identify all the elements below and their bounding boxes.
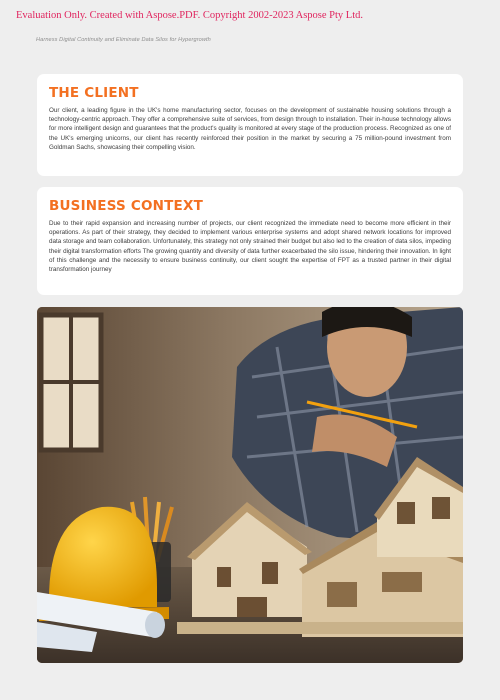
watermark-text: Evaluation Only. Created with Aspose.PDF. Copyright 2002-2023 Aspose Pty Ltd. <box>16 10 364 21</box>
architect-house-model-photo <box>37 307 463 663</box>
running-header: Harness Digital Continuity and Eliminate Data Silos for Hypergrowth <box>36 37 211 43</box>
section-business-context <box>37 187 463 295</box>
section-title: THE CLIENT <box>49 85 139 101</box>
section-body: Due to their rapid expansion and increasing number of projects, our client recognized the immediate need to become more efficient in their operations. As part of their strategy, they decided to implement various enterprise systems and adopt shared network locations for improved data storage and team collaboration. Unfortunately, this strategy not only strained their budget but also led to the creation of data silos, impeding their digital transformation efforts The growing quantity and diversity of data further exacerbated the silo issue, hindering their innovation. In light of this challenge and the necessity to ensure business continuity, our client sought the expertise of FPT as a trusted partner in their digital transformation journey <box>49 220 451 274</box>
window <box>41 315 101 450</box>
section-body: Our client, a leading figure in the UK's home manufacturing sector, focuses on the development of sustainable housing solutions through a technology-centric approach. They offer a comprehensive suite of services, from design through to installation. Their in-house technology allows for more intelligent design and guarantees that the product's quality is monitored at every stage of the production process. Recognized as one of the UK's emerging unicorns, our client has recently reinforced their position in the market by securing a 75 million-pound investment from Goldman Sachs, showcasing their compelling vision. <box>49 107 451 151</box>
photo-illustration <box>37 307 463 663</box>
section-the-client <box>37 74 463 176</box>
section-title: BUSINESS CONTEXT <box>49 198 203 214</box>
